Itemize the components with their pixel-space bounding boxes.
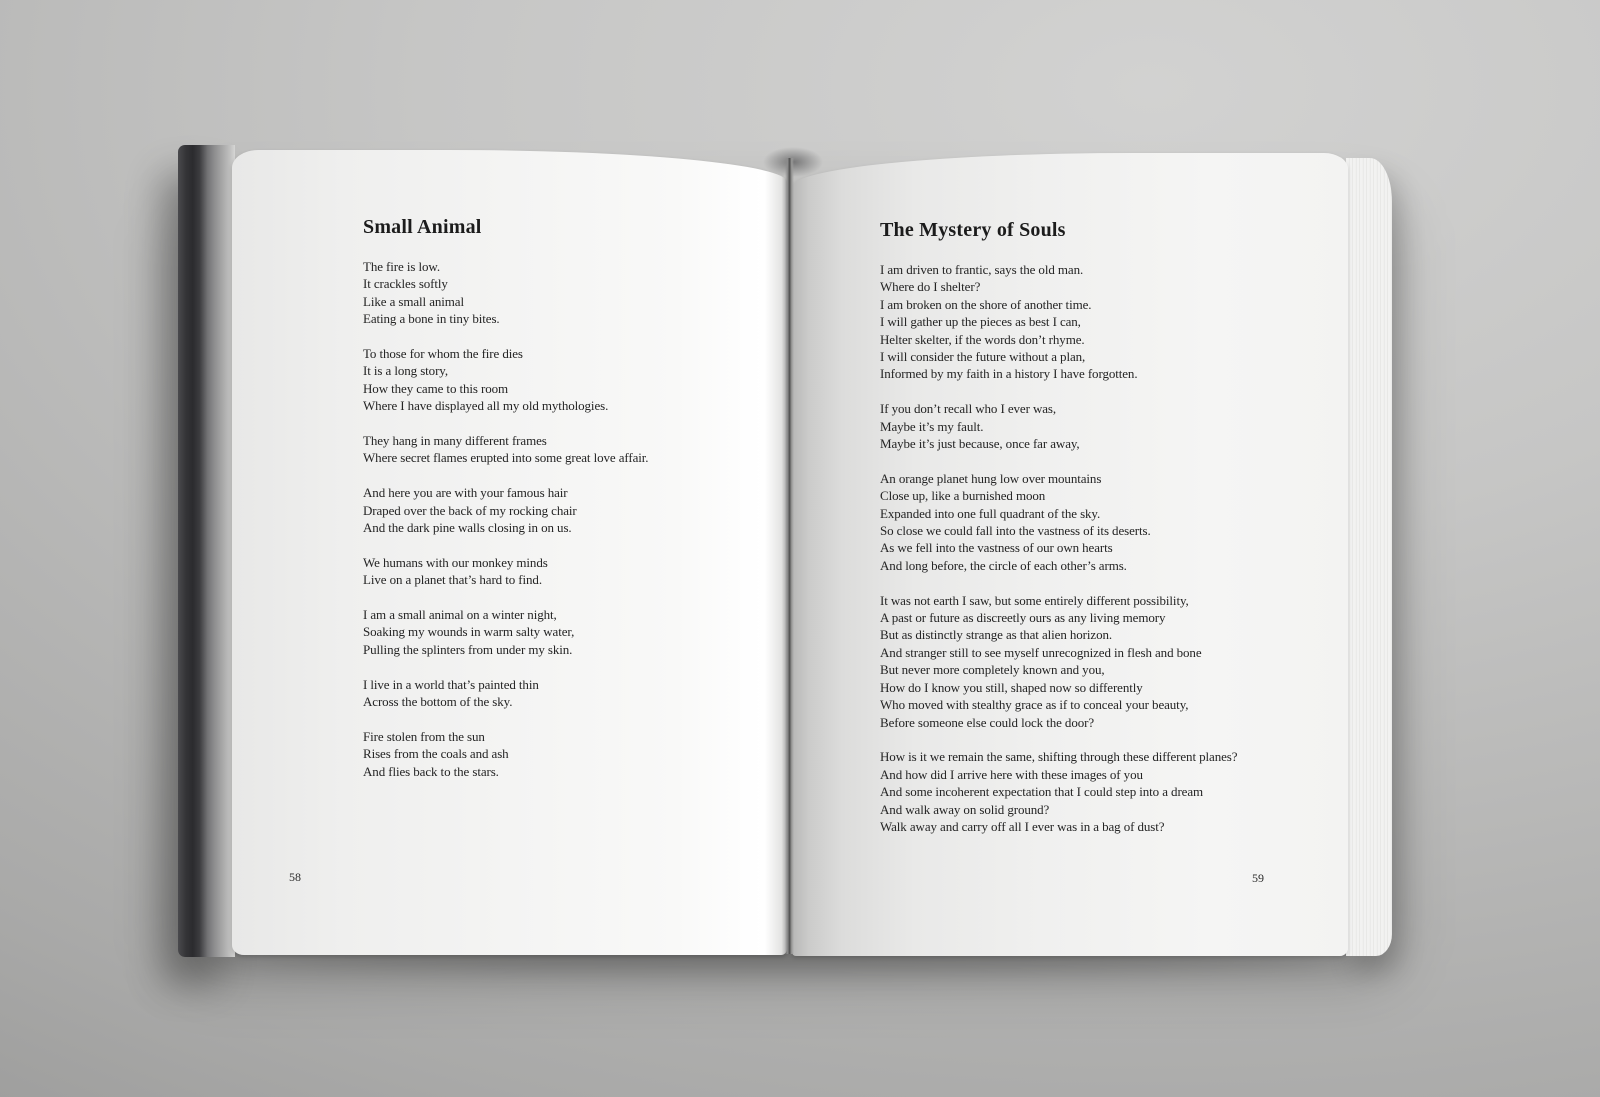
poem-line: I am broken on the shore of another time.	[880, 296, 1092, 312]
poem-line: Maybe it’s just because, once far away,	[880, 436, 1080, 452]
poem-line: And how did I arrive here with these images of you	[880, 766, 1143, 782]
stanza	[880, 400, 1320, 452]
page-number-left: 58	[289, 870, 301, 884]
stanza	[363, 606, 763, 658]
book-gutter	[785, 158, 794, 954]
poem-line: I am a small animal on a winter night,	[363, 607, 557, 623]
poem-line: And some incoherent expectation that I could step into a dream	[880, 784, 1204, 800]
stanza	[880, 470, 1320, 574]
poem-line: Who moved with stealthy grace as if to conceal your beauty,	[880, 697, 1189, 713]
poem-line: They hang in many different frames	[363, 433, 547, 449]
poem-line: Draped over the back of my rocking chair	[363, 502, 577, 518]
poem-line: I will gather up the pieces as best I can,	[880, 314, 1081, 330]
poem-line: Where secret flames erupted into some great love affair.	[363, 450, 649, 466]
poem-line: How do I know you still, shaped now so differently	[880, 679, 1143, 695]
poem-line: And flies back to the stars.	[363, 763, 499, 779]
poem-line: And walk away on solid ground?	[880, 801, 1050, 817]
poem-line: An orange planet hung low over mountains	[880, 470, 1102, 486]
book-cover-edge	[178, 145, 235, 957]
stanza	[880, 592, 1320, 731]
poem-line: And the dark pine walls closing in on us.	[363, 520, 572, 536]
book-page-right	[792, 153, 1348, 956]
poem-line: I will consider the future without a plan,	[880, 349, 1086, 365]
poem-line: The fire is low.	[363, 259, 440, 274]
poem-line: Maybe it’s my fault.	[880, 418, 984, 434]
stanza	[363, 258, 763, 328]
poem-body-right	[880, 261, 1320, 835]
poem-line: I live in a world that’s painted thin	[363, 676, 539, 692]
poem-line: Across the bottom of the sky.	[363, 694, 513, 710]
poem-line: But as distinctly strange as that alien horizon.	[880, 627, 1113, 643]
page-content-left	[363, 214, 763, 780]
poem-title-left: Small Animal	[363, 216, 482, 238]
page-number-right: 59	[1252, 871, 1264, 885]
poem-line: Walk away and carry off all I ever was in a bag of dust?	[880, 818, 1165, 834]
poem-line: But never more completely known and you,	[880, 662, 1105, 678]
open-book	[178, 140, 1393, 960]
stanza	[363, 432, 763, 467]
book-page-left	[232, 150, 787, 955]
stanza	[363, 676, 763, 711]
poem-line: It is a long story,	[363, 363, 448, 379]
poem-line: Pulling the splinters from under my skin.	[363, 641, 573, 657]
poem-line: Before someone else could lock the door?	[880, 714, 1095, 730]
poem-line: As we fell into the vastness of our own hearts	[880, 540, 1113, 556]
page-fore-edge	[1346, 158, 1392, 956]
poem-line: We humans with our monkey minds	[363, 554, 548, 570]
poem-line: A past or future as discreetly ours as any living memory	[880, 610, 1166, 626]
poem-line: To those for whom the fire dies	[363, 346, 523, 362]
poem-line: It crackles softly	[363, 276, 448, 292]
poem-line: Close up, like a burnished moon	[880, 488, 1046, 504]
poem-line: I am driven to frantic, says the old man.	[880, 262, 1084, 277]
poem-line: Informed by my faith in a history I have forgotten.	[880, 366, 1138, 382]
poem-line: So close we could fall into the vastness of its deserts.	[880, 523, 1151, 539]
poem-line: Where I have displayed all my old mythologies.	[363, 398, 609, 414]
page-content-right	[880, 217, 1320, 835]
stanza	[363, 345, 763, 415]
poem-line: Fire stolen from the sun	[363, 728, 485, 744]
poem-line: Eating a bone in tiny bites.	[363, 311, 500, 327]
poem-line: Rises from the coals and ash	[363, 746, 509, 762]
poem-line: How is it we remain the same, shifting through these different planes?	[880, 749, 1238, 765]
poem-line: Helter skelter, if the words don’t rhyme.	[880, 331, 1085, 347]
poem-line: Like a small animal	[363, 293, 464, 309]
stanza	[880, 261, 1320, 383]
poem-title-right: The Mystery of Souls	[880, 219, 1066, 241]
poem-line: Where do I shelter?	[880, 279, 981, 295]
stanza	[363, 554, 763, 589]
poem-line: Live on a planet that’s hard to find.	[363, 572, 542, 588]
poem-line: If you don’t recall who I ever was,	[880, 401, 1057, 417]
poem-line: It was not earth I saw, but some entirely different possibility,	[880, 592, 1189, 608]
poem-line: Expanded into one full quadrant of the sky.	[880, 505, 1101, 521]
poem-line: And here you are with your famous hair	[363, 485, 568, 501]
poem-line: How they came to this room	[363, 380, 509, 396]
stanza	[363, 728, 763, 780]
poem-line: And stranger still to see myself unrecognized in flesh and bone	[880, 644, 1202, 660]
stanza	[880, 748, 1320, 835]
stanza	[363, 484, 763, 536]
poem-line: And long before, the circle of each other’s arms.	[880, 557, 1127, 573]
poem-body-left	[363, 258, 763, 780]
poem-line: Soaking my wounds in warm salty water,	[363, 624, 575, 640]
